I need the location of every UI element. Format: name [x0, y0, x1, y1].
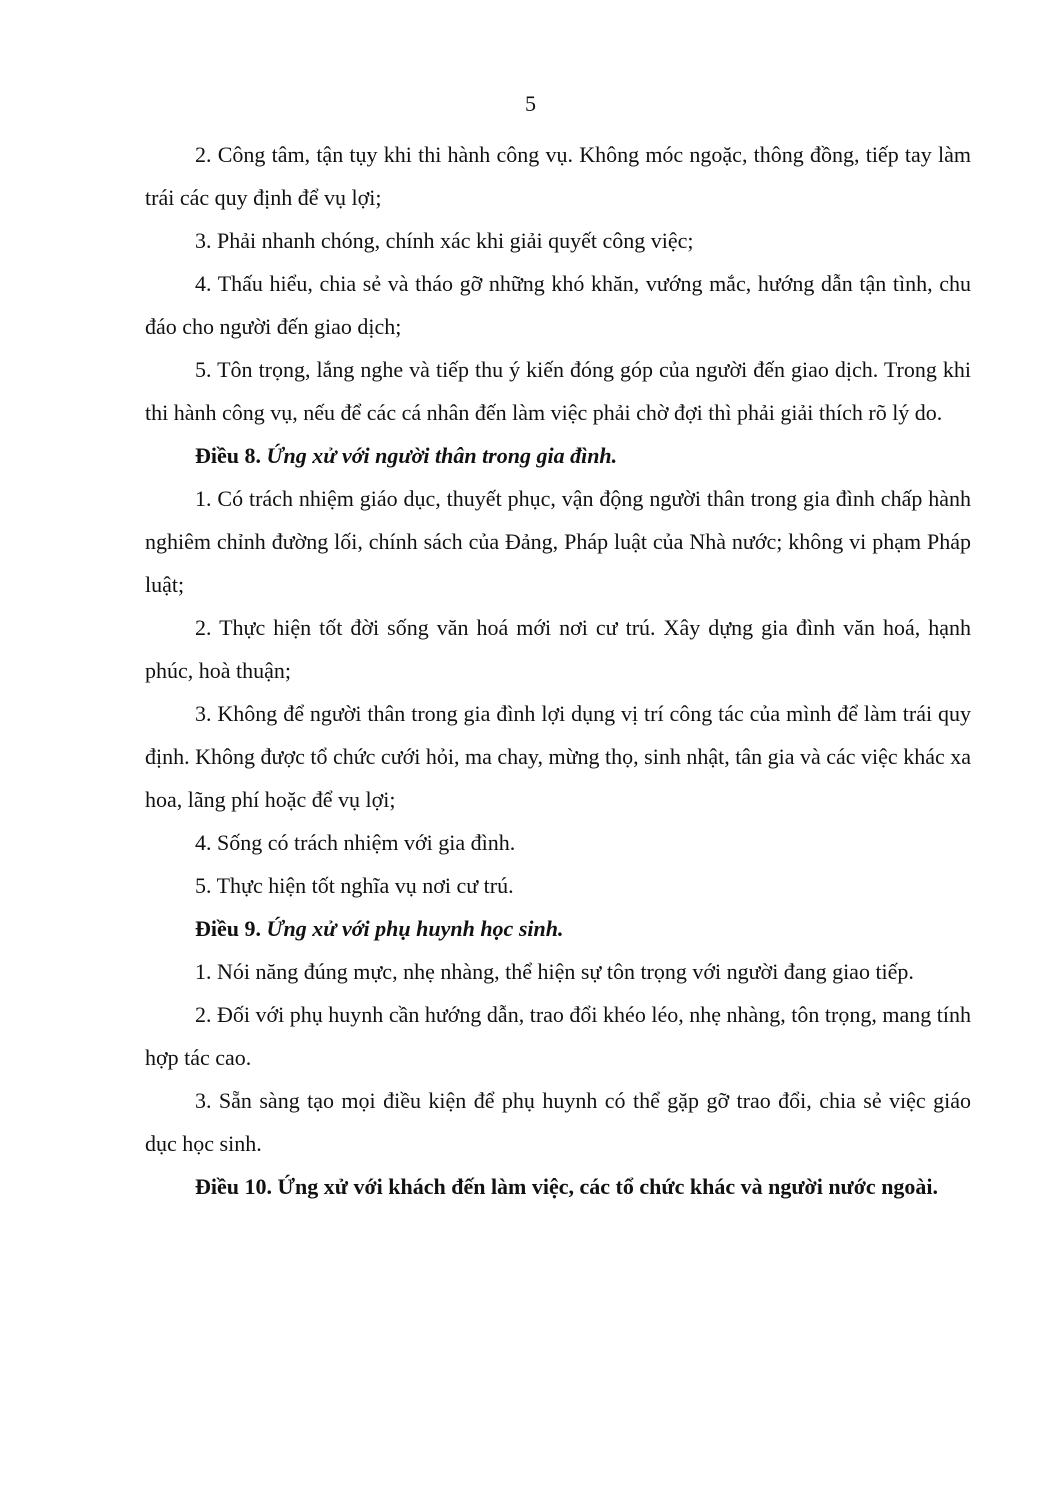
paragraph: 4. Sống có trách nhiệm với gia đình.: [195, 830, 516, 855]
article-number: Điều 10.: [195, 1174, 272, 1199]
article-title: Ứng xử với người thân trong gia đình.: [266, 443, 618, 468]
paragraph: 4. Thấu hiểu, chia sẻ và tháo gỡ những khó khăn, vướng mắc, hướng dẫn tận tình, chu đáo cho người đến giao dịch;: [145, 271, 971, 339]
paragraph: 5. Thực hiện tốt nghĩa vụ nơi cư trú.: [195, 873, 514, 898]
paragraph: 3. Sẵn sàng tạo mọi điều kiện để phụ huynh có thể gặp gỡ trao đổi, chia sẻ việc giáo dục học sinh.: [145, 1088, 971, 1156]
document-body: [145, 133, 971, 1208]
paragraph: 1. Có trách nhiệm giáo dục, thuyết phục, vận động người thân trong gia đình chấp hành nghiêm chỉnh đường lối, chính sách của Đảng, Pháp luật của Nhà nước; không vi phạm Pháp luật;: [145, 486, 971, 597]
paragraph: 3. Không để người thân trong gia đình lợi dụng vị trí công tác của mình để làm trái quy định. Không được tổ chức cưới hỏi, ma chay, mừng thọ, sinh nhật, tân gia và các việc khác xa hoa, lãng phí hoặc để vụ lợi;: [145, 701, 971, 812]
paragraph: 3. Phải nhanh chóng, chính xác khi giải quyết công việc;: [195, 228, 694, 253]
page-number: 5: [525, 91, 536, 116]
article-number: Điều 9.: [195, 916, 261, 941]
article-title: Ứng xử với khách đến làm việc, các tổ chức khác và người nước ngoài.: [277, 1174, 939, 1199]
paragraph: 2. Công tâm, tận tụy khi thi hành công vụ. Không móc ngoặc, thông đồng, tiếp tay làm trái các quy định để vụ lợi;: [145, 142, 971, 210]
article-number: Điều 8.: [195, 443, 261, 468]
article-title: Ứng xử với phụ huynh học sinh.: [266, 916, 564, 941]
article-heading-10: [145, 1165, 971, 1208]
paragraph: 2. Đối với phụ huynh cần hướng dẫn, trao đổi khéo léo, nhẹ nhàng, tôn trọng, mang tính hợp tác cao.: [145, 1002, 971, 1070]
paragraph: 1. Nói năng đúng mực, nhẹ nhàng, thể hiện sự tôn trọng với người đang giao tiếp.: [195, 959, 914, 984]
paragraph: 5. Tôn trọng, lắng nghe và tiếp thu ý kiến đóng góp của người đến giao dịch. Trong khi thi hành công vụ, nếu để các cá nhân đến làm việc phải chờ đợi thì phải giải thích rõ lý do.: [145, 357, 971, 425]
article-heading-9: [145, 907, 971, 950]
paragraph: 2. Thực hiện tốt đời sống văn hoá mới nơi cư trú. Xây dựng gia đình văn hoá, hạnh phúc, hoà thuận;: [145, 615, 971, 683]
article-heading-8: [145, 434, 971, 477]
